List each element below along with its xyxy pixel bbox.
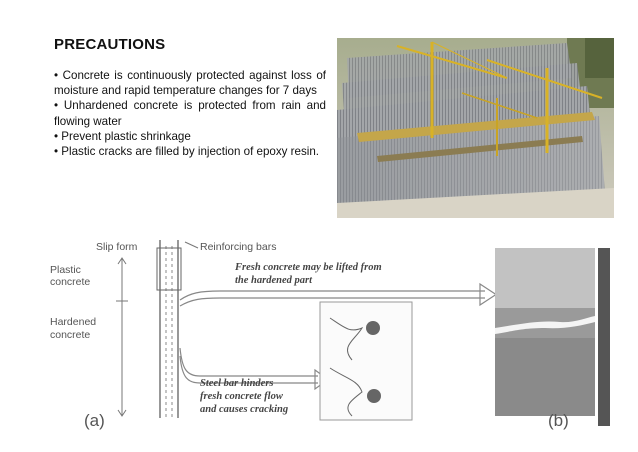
crack-detail-inset bbox=[320, 302, 412, 420]
slip-form-label: Slip form bbox=[96, 241, 138, 253]
bullet-item: • Concrete is continuously protected against loss of moisture and rapid temperature changes for 7 days bbox=[54, 69, 326, 98]
hardened-concrete-label: concrete bbox=[50, 329, 91, 341]
plastic-concrete-label: Plastic bbox=[50, 264, 81, 276]
bullet-item: • Unhardened concrete is protected from rain and flowing water bbox=[54, 99, 326, 128]
fresh-concrete-note: the hardened part bbox=[235, 275, 313, 286]
bullet-item: • Plastic cracks are filled by injection of epoxy resin. bbox=[54, 145, 320, 159]
steel-bar-note: Steel bar hinders bbox=[200, 378, 274, 389]
fresh-concrete-note: Fresh concrete may be lifted from bbox=[235, 262, 382, 273]
construction-site-photo bbox=[337, 38, 614, 218]
slipform-diagram bbox=[40, 228, 618, 434]
steel-bar-note: fresh concrete flow bbox=[200, 391, 283, 402]
precautions-list bbox=[54, 68, 326, 159]
hardened-concrete-label: Hardened bbox=[50, 316, 97, 328]
steel-bar-note: and causes cracking bbox=[200, 404, 289, 415]
bullet-item: • Prevent plastic shrinkage bbox=[54, 129, 191, 143]
plastic-concrete-label: concrete bbox=[50, 276, 91, 288]
reinforcing-bars-label: Reinforcing bars bbox=[200, 241, 277, 253]
panel-b-label: (b) bbox=[548, 411, 569, 430]
slide-title: PRECAUTIONS bbox=[54, 36, 166, 53]
panel-a-label: (a) bbox=[84, 411, 105, 430]
